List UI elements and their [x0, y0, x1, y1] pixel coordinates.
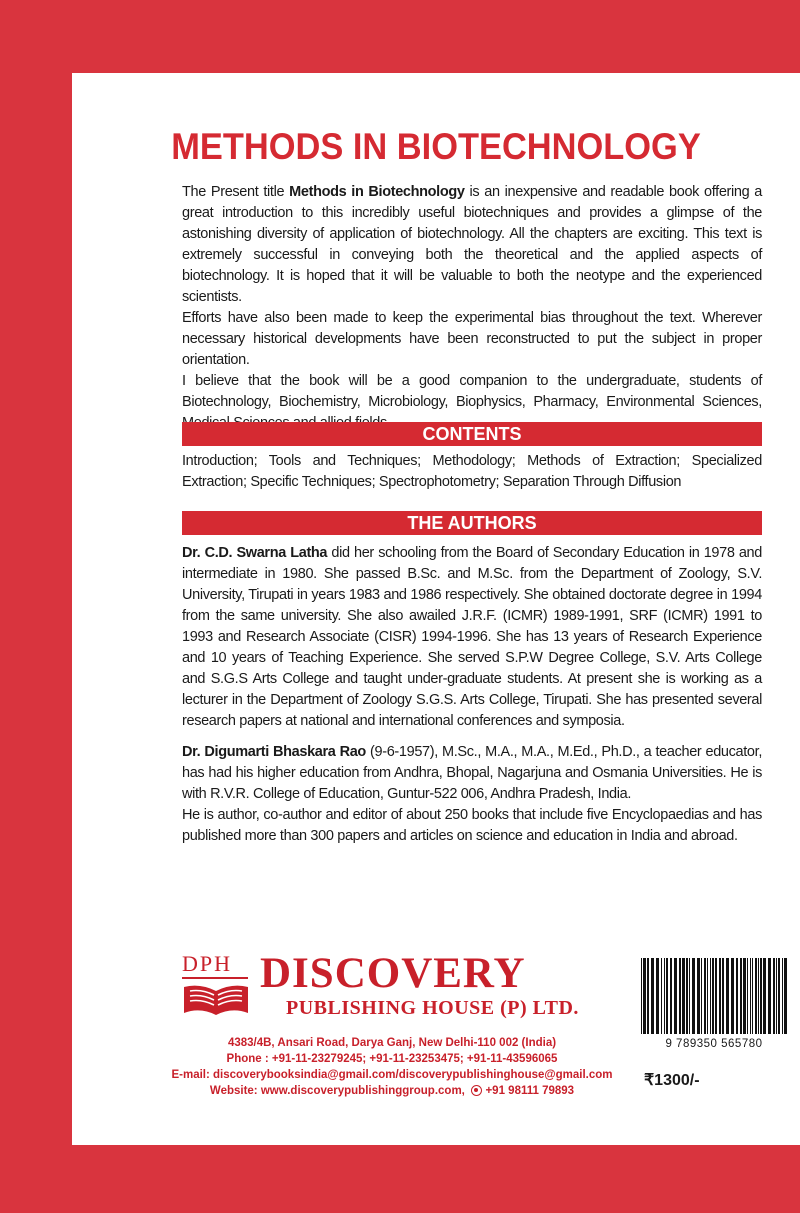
- barcode-bar: [736, 958, 738, 1034]
- isbn-barcode: [639, 958, 789, 1058]
- barcode-bar: [743, 958, 746, 1034]
- barcode-bar: [651, 958, 654, 1034]
- publisher-website-line: [152, 1083, 632, 1099]
- publisher-contact: [152, 1035, 632, 1099]
- barcode-bar: [697, 958, 700, 1034]
- open-book-icon: [182, 983, 250, 1017]
- p1-book-title: Methods in Biotechnology: [289, 184, 465, 200]
- barcode-bar: [704, 958, 706, 1034]
- whatsapp-icon: [471, 1085, 482, 1096]
- publisher-subtitle: PUBLISHING HOUSE (P) LTD.: [286, 997, 579, 1019]
- description: [182, 182, 762, 434]
- publisher-address: 4383/4B, Ansari Road, Darya Ganj, New Delhi-110 002 (India): [227, 1037, 557, 1049]
- author-2-name: Dr. Digumarti Bhaskara Rao: [182, 744, 366, 760]
- description-paragraph-3: I believe that the book will be a good companion to the undergraduate, students of Biotechnology, Biochemistry, Microbiology, Biophysics, Pharmacy, Environmental Sciences,: [182, 373, 762, 410]
- barcode-bar: [773, 958, 775, 1034]
- barcode-bar: [784, 958, 787, 1034]
- barcode-bar: [776, 958, 777, 1034]
- barcode-bar: [763, 958, 766, 1034]
- barcode-bar: [719, 958, 721, 1034]
- author-2-bio-cont: He is author, co-author and editor of about 250 books that include five Encyclopaedias and has published more than 300 papers and articles on science and education in India and abroad.: [182, 807, 762, 844]
- publisher-phone: Phone : +91-11-23279245; +91-11-23253475; +91-11-43596065: [226, 1053, 558, 1065]
- barcode-bar: [641, 958, 642, 1034]
- contents-heading: CONTENTS: [182, 422, 762, 446]
- barcode-bar: [758, 958, 759, 1034]
- barcode-bar: [689, 958, 690, 1034]
- barcode-bar: [666, 958, 668, 1034]
- barcode-bar: [682, 958, 685, 1034]
- author-1-text: did her schooling from the Board of Secondary Education in 1978 and intermediate in 1980. She passed B.Sc. and M.Sc. from the Department of Zoology, S.V. University, Tirupati in years 1983 and 1986 respectively. She obtained doctorate degree in 1994 from the same university. She also awailed J.R.F. (ICMR) 1989-1991, SRF (ICMR) 1991 to 1993 and Research Associate (CISR) 1994-1996. She has 13 years of Research Experience and 10 years of Teaching Experience. She served S.P.W Degree College, S.V. Arts College and S.G.S Arts College and taught under-graduate students. At present she is working as a lecturer in the Department of Zoology S.G.S. Arts College, Tirupati. She has presented several research papers at national and international conferences and symposia.: [182, 545, 762, 729]
- barcode-bar: [722, 958, 724, 1034]
- barcode-bar: [710, 958, 711, 1034]
- barcode-bar: [647, 958, 649, 1034]
- barcode-bar: [670, 958, 672, 1034]
- barcode-bar: [760, 958, 762, 1034]
- isbn-number: 9 789350 565780: [665, 1038, 763, 1050]
- barcode-bar: [661, 958, 662, 1034]
- barcode-bar: [752, 958, 753, 1034]
- publisher-email: E-mail: discoverybooksindia@gmail.com/discoverypublishinghouse@gmail.com: [171, 1069, 613, 1081]
- barcode-bar: [701, 958, 702, 1034]
- barcode-bar: [679, 958, 681, 1034]
- barcode-bar: [782, 958, 783, 1034]
- barcode-bar: [731, 958, 734, 1034]
- publisher-name: DISCOVERY: [260, 950, 526, 997]
- author-1-name: Dr. C.D. Swarna Latha: [182, 545, 328, 561]
- p1-text-a: The Present title: [182, 184, 290, 200]
- publisher-website: Website: www.discoverypublishinggroup.com,: [209, 1085, 465, 1097]
- contents-list: Introduction; Tools and Techniques; Methodology; Methods of Extraction; Specialized Extraction; Specific Techniques; Spectrophotometry; Separation Through Diffusion: [182, 453, 762, 490]
- price: ₹1300/-: [644, 1072, 700, 1089]
- barcode-bar: [692, 958, 695, 1034]
- author-2-text: (9-6-1957), M.Sc., M.A., M.A., M.Ed., Ph.D., a teacher educator, has had his higher education from Andhra, Bhopal, Nagarjuna and Osmania Universities. He is with R.V.R. College of Education, Guntur-522 006, Andhra Pradesh, India.: [182, 744, 762, 802]
- publisher-whatsapp: +91 98111 79893: [485, 1085, 575, 1097]
- barcode-bar: [715, 958, 717, 1034]
- barcode-bar: [656, 958, 659, 1034]
- barcode-bar: [643, 958, 646, 1034]
- author-1-bio: [182, 543, 762, 732]
- barcode-bars: [639, 958, 789, 1034]
- barcode-bar: [674, 958, 677, 1034]
- book-title: METHODS IN BIOTECHNOLOGY: [171, 126, 701, 167]
- barcode-bar: [747, 958, 748, 1034]
- logo-rule: [182, 977, 248, 979]
- barcode-bar: [664, 958, 665, 1034]
- barcode-bar: [686, 958, 688, 1034]
- authors-section: [182, 543, 762, 847]
- barcode-bar: [712, 958, 714, 1034]
- barcode-bar: [726, 958, 729, 1034]
- description-paragraph-1: [182, 182, 762, 308]
- barcode-bar: [768, 958, 771, 1034]
- description-paragraph-2: Efforts have also been made to keep the experimental bias throughout the text. Wherever necessary historical developments have been reconstructed to put the subject in proper orientation.: [182, 310, 762, 368]
- barcode-bar: [750, 958, 751, 1034]
- barcode-bar: [707, 958, 708, 1034]
- publisher-abbr: DPH: [182, 951, 233, 976]
- barcode-bar: [755, 958, 757, 1034]
- authors-heading: THE AUTHORS: [182, 511, 762, 535]
- author-2-bio: [182, 742, 762, 805]
- barcode-bar: [778, 958, 780, 1034]
- p1-text-b: is an inexpensive and readable book offering a great introduction to this incredibly useful biotechniques and provides a glimpse of the astonishing diversity of application of biotechnology. All the chapters are exciting. This text is extremely successful in conveying both the theoretical and the applied aspects of biotechnology. It is hoped that it will be valuable to both the neotype and the experienced scientists.: [182, 184, 762, 305]
- barcode-bar: [740, 958, 742, 1034]
- back-cover: [72, 73, 800, 1145]
